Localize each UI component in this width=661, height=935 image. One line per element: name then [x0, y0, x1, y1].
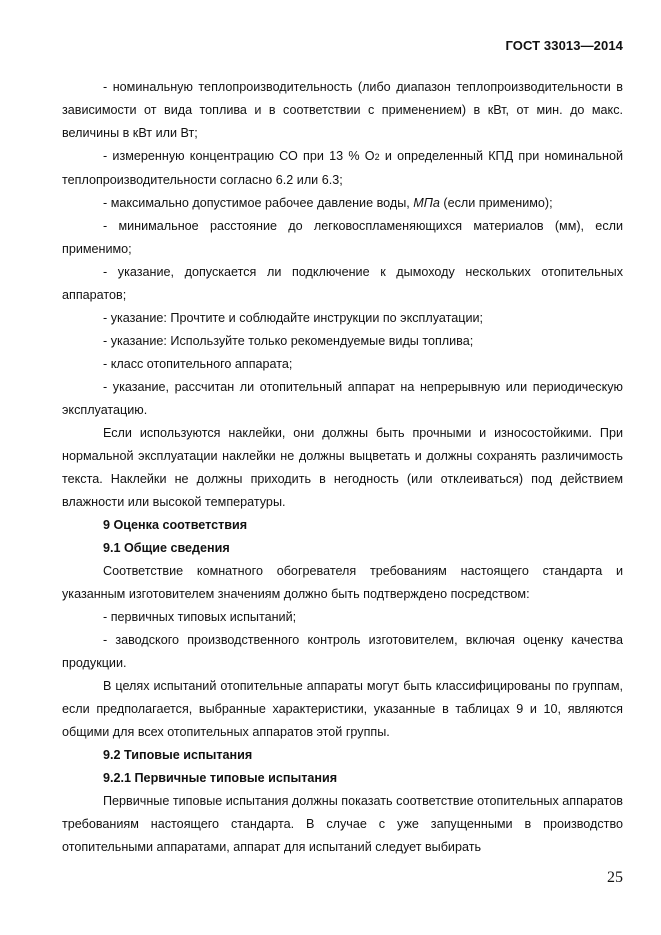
paragraph-text: - максимально допустимое рабочее давление воды, [103, 196, 414, 210]
paragraph: Первичные типовые испытания должны показать соответствие отопительных аппаратов требованиям настоящего стандарта. В случае с уже запущенными в производство отопительными аппаратами, аппарат для испытаний следует выбирать [62, 794, 623, 854]
paragraph: - номинальную теплопроизводительность (либо диапазон теплопроизводительности в зависимости от вида топлива и в соответствии с применением) в кВт, от мин. до макс. величины в кВт или Вт; [62, 80, 623, 140]
subscript: 2 [374, 152, 380, 162]
paragraph: - указание, рассчитан ли отопительный аппарат на непрерывную или периодическую эксплуатацию. [62, 380, 623, 417]
paragraph: - указание: Прочтите и соблюдайте инструкции по эксплуатации; [103, 311, 484, 325]
subsection-heading: 9.2 Типовые испытания [103, 748, 253, 762]
paragraph: Если используются наклейки, они должны быть прочными и износостойкими. При нормальной эксплуатации наклейки не должны выцветать и должны сохранять различимость текста. Наклейки не должны приходить в негодность (или отклеиваться) под действием влажности или высокой температуры. [62, 426, 623, 509]
paragraph [62, 192, 623, 215]
subsection-heading: 9.2.1 Первичные типовые испытания [103, 771, 338, 785]
paragraph-text: - измеренную концентрацию СО при 13 % O [103, 149, 375, 163]
paragraph: - класс отопительного аппарата; [103, 357, 293, 371]
paragraph: - указание: Используйте только рекомендуемые виды топлива; [103, 334, 474, 348]
paragraph: - заводского производственного контроль изготовителем, включая оценку качества продукции. [62, 633, 623, 670]
unit-text: МПа [413, 196, 440, 210]
section-heading: 9 Оценка соответствия [103, 518, 248, 532]
page-number: 25 [607, 869, 623, 886]
paragraph: - минимальное расстояние до легковоспламеняющихся материалов (мм), если применимо; [62, 219, 623, 256]
paragraph: - первичных типовых испытаний; [103, 610, 297, 624]
paragraph: Соответствие комнатного обогревателя требованиям настоящего стандарта и указанным изготовителем значениям должно быть подтверждено посредством: [62, 564, 623, 601]
subsection-heading: 9.1 Общие сведения [103, 541, 230, 555]
document-body [62, 76, 623, 859]
document-header: ГОСТ 33013—2014 [505, 38, 623, 53]
paragraph-text: (если применимо); [439, 196, 553, 210]
paragraph-text: и определенный КПД при номинальной теплопроизводительности согласно 6.2 или 6.3; [62, 149, 623, 187]
paragraph: В целях испытаний отопительные аппараты могут быть классифицированы по группам, если предполагается, выбранные характеристики, указанные в таблицах 9 и 10, являются общими для всех отопительных аппаратов этой группы. [62, 679, 623, 739]
paragraph [62, 145, 623, 192]
paragraph: - указание, допускается ли подключение к дымоходу нескольких отопительных аппаратов; [62, 265, 623, 302]
